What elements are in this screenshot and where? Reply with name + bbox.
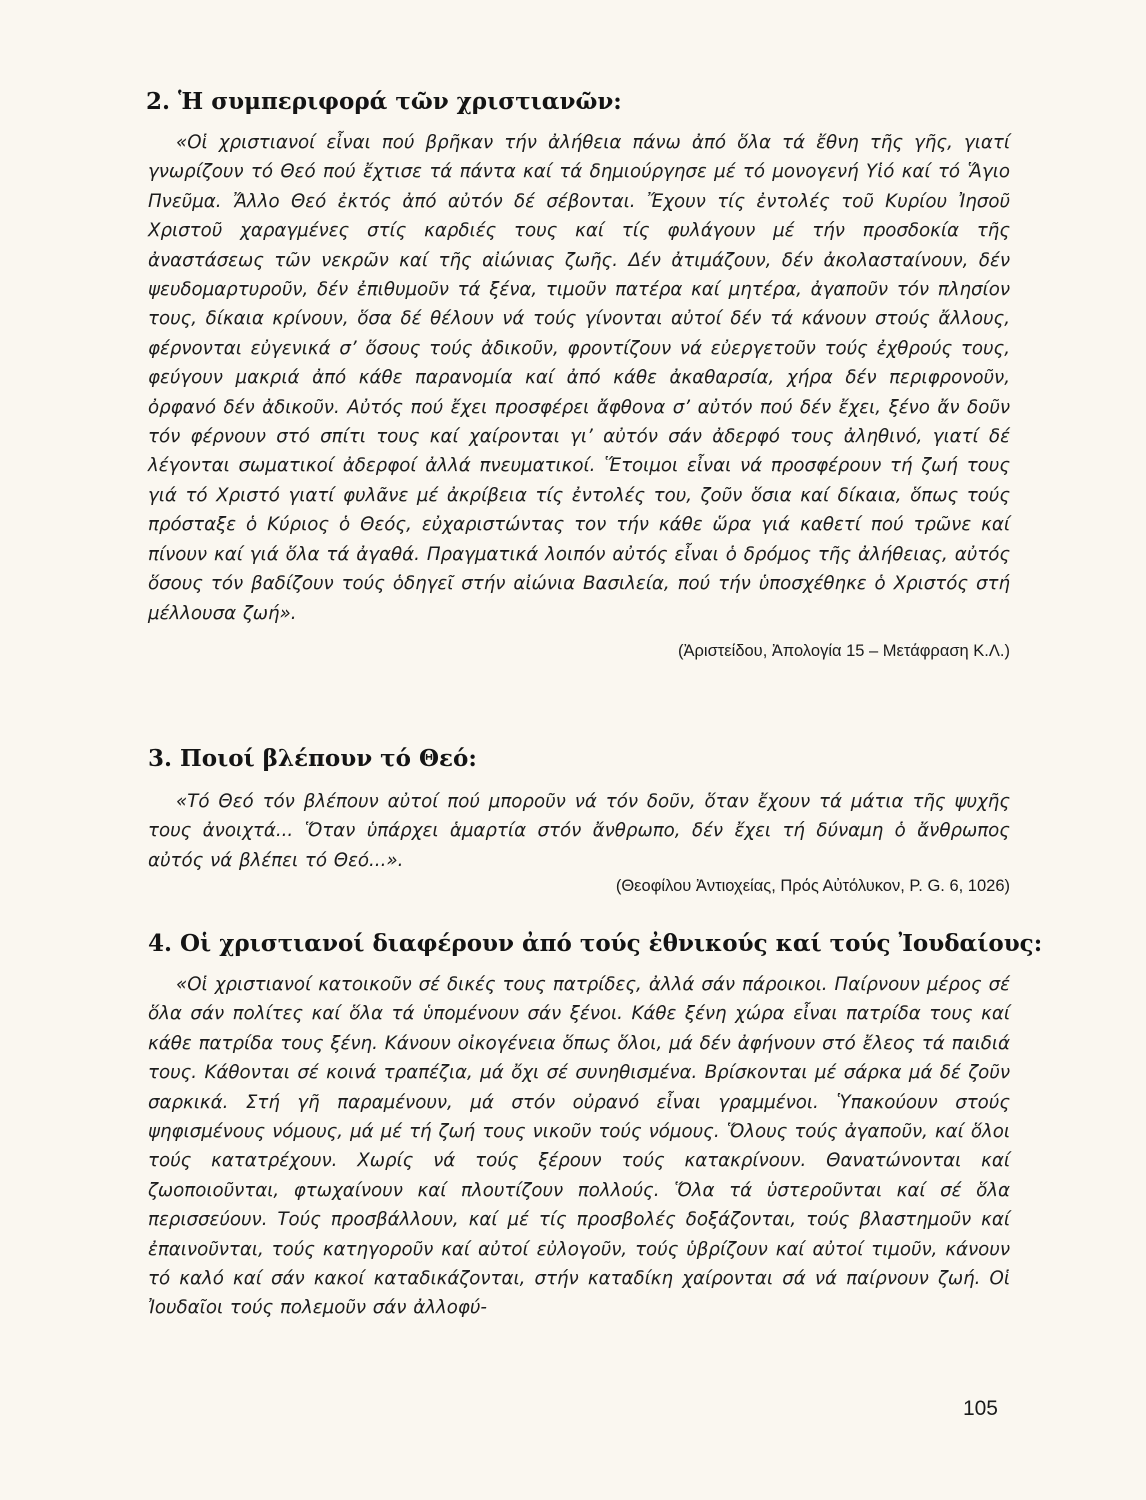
- section-heading: 4. Οἱ χριστιανοί διαφέρουν ἀπό τούς ἐθνικούς καί τούς Ἰουδαίους:: [148, 930, 1043, 957]
- section-heading: 3. Ποιοί βλέπουν τό Θεό:: [148, 745, 477, 772]
- quote-paragraph: «Τό Θεό τόν βλέπουν αὐτοί πού μποροῦν νά τόν δοῦν, ὅταν ἔχουν τά μάτια τῆς ψυχῆς τους ἀνοιχτά... Ὅταν ὑπάρχει ἁμαρτία στόν ἄνθρωπο, δέν ἔχει τή δύναμη ὁ ἄνθρωπος αὐτός νά βλέπει τό Θεό...».: [148, 791, 1010, 871]
- section-heading: 2. Ἡ συμπεριφορά τῶν χριστιανῶν:: [146, 88, 622, 115]
- quote-source: (Ἀριστείδου, Ἀπολογία 15 – Μετάφραση Κ.Λ.): [678, 641, 1010, 660]
- page-number: 105: [962, 1397, 998, 1420]
- quote-paragraph: «Οἱ χριστιανοί κατοικοῦν σέ δικές τους πατρίδες, ἀλλά σάν πάροικοι. Παίρνουν μέρος σέ ὅλα σάν πολίτες καί ὅλα τά ὑπομένουν σάν ξένοι. Κάθε ξένη χώρα εἶναι πατρίδα τους καί κάθε πατρίδα τους ξένη. Κάνουν οἰκογένεια ὅπως ὅλοι, μά δέν ἀφήνουν στό ἔλεος τά παιδιά τους. Κάθονται σέ κοινά τραπέζια, μά ὄχι σέ συνηθισμένα. Βρίσκονται μέ σάρκα μά δέ ζοῦν σαρκικά. Στή γῆ παραμένουν, μά στόν οὐρανό εἶναι γραμμένοι. Ὑπακούουν στούς ψηφισμένους νόμους, μά μέ τή ζωή τους νικοῦν τούς νόμους. Ὅλους τούς ἀγαποῦν, καί ὅλοι τούς κατατρέχουν. Χωρίς νά τούς ξέρουν τούς κατακρίνουν. Θανατώνονται καί ζωοποιοῦνται, φτωχαίνουν καί πλουτίζουν πολλούς. Ὅλα τά ὑστεροῦνται καί σέ ὅλα περισσεύουν. Τούς προσβάλλουν, καί μέ τίς προσβολές δοξάζονται, τούς βλαστημοῦν καί ἐπαινοῦνται, τούς κατηγοροῦν καί αὐτοί εὐλογοῦν, τούς ὑβρίζουν καί αὐτοί τιμοῦν, κάνουν τό καλό καί σάν κακοί καταδικάζονται, στήν καταδίκη χαίρονται σά νά παίρνουν ζωή. Οἱ Ἰουδαῖοι τούς πολεμοῦν σάν ἀλλοφύ-: [148, 974, 1010, 1319]
- quote-source: (Θεοφίλου Ἀντιοχείας, Πρός Αὐτόλυκον, P. G. 6, 1026): [615, 877, 1010, 896]
- section-christians-differ: [148, 930, 1043, 1323]
- quote-paragraph: «Οἱ χριστιανοί εἶναι πού βρῆκαν τήν ἀλήθεια πάνω ἀπό ὅλα τά ἔθνη τῆς γῆς, γιατί γνωρίζουν τό Θεό πού ἔχτισε τά πάντα καί τά δημιούργησε μέ τό μονογενή Υἱό καί τό Ἅγιο Πνεῦμα. Ἄλλο Θεό ἐκτός ἀπό αὐτόν δέ σέβονται. Ἔχουν τίς ἐντολές τοῦ Κυρίου Ἰησοῦ Χριστοῦ χαραγμένες στίς καρδιές τους καί τίς φυλάγουν μέ τήν προσδοκία τῆς ἀναστάσεως τῶν νεκρῶν καί τῆς αἰώνιας ζωῆς. Δέν ἀτιμάζουν, δέν ἀκολασταίνουν, δέν ψευδομαρτυροῦν, δέν ἐπιθυμοῦν τά ξένα, τιμοῦν πατέρα καί μητέρα, ἀγαποῦν τόν πλησίον τους, δίκαια κρίνουν, ὅσα δέ θέλουν νά τούς γίνονται αὐτοί δέν τά κάνουν στούς ἄλλους, φέρνονται εὐγενικά σ’ ὅσους τούς ἀδικοῦν, φροντίζουν νά εὐεργετοῦν τούς ἐχθρούς τους, φεύγουν μακριά ἀπό κάθε παρανομία καί ἀπό κάθε ἀκαθαρσία, χήρα δέν περιφρονοῦν, ὀρφανό δέν ἀδικοῦν. Αὐτός πού ἔχει προσφέρει ἄφθονα σ’ αὐτόν πού δέν ἔχει, ξένο ἄν δοῦν τόν φέρνουν στό σπίτι τους καί χαίρονται γι’ αὐτόν σάν ἀδερφό τους ἀληθινό, γιατί δέ λέγονται σωματικοί ἀδερφοί ἀλλά πνευματικοί. Ἕτοιμοι εἶναι νά προσφέρουν τή ζωή τους γιά τό Χριστό γιατί φυλᾶνε μέ ἀκρίβεια τίς ἐντολές του, ζοῦν ὅσια καί δίκαια, ὅπως τούς πρόσταξε ὁ Κύριος ὁ Θεός, εὐχαριστώντας τον τήν κάθε ὥρα γιά καθετί πού τρῶνε καί πίνουν καί γιά ὅλα τά ἀγαθά. Πραγματικά λοιπόν αὐτός εἶναι ὁ δρόμος τῆς ἀλήθειας, αὐτός ὅσους τόν βαδίζουν τούς ὁδηγεῖ στήν αἰώνια Βασιλεία, πού τήν ὑποσχέθηκε ὁ Χριστός στή μέλλουσα ζωή».: [148, 132, 1010, 624]
- section-behavior-of-christians: [148, 88, 1010, 661]
- section-who-see-god: [148, 745, 1010, 896]
